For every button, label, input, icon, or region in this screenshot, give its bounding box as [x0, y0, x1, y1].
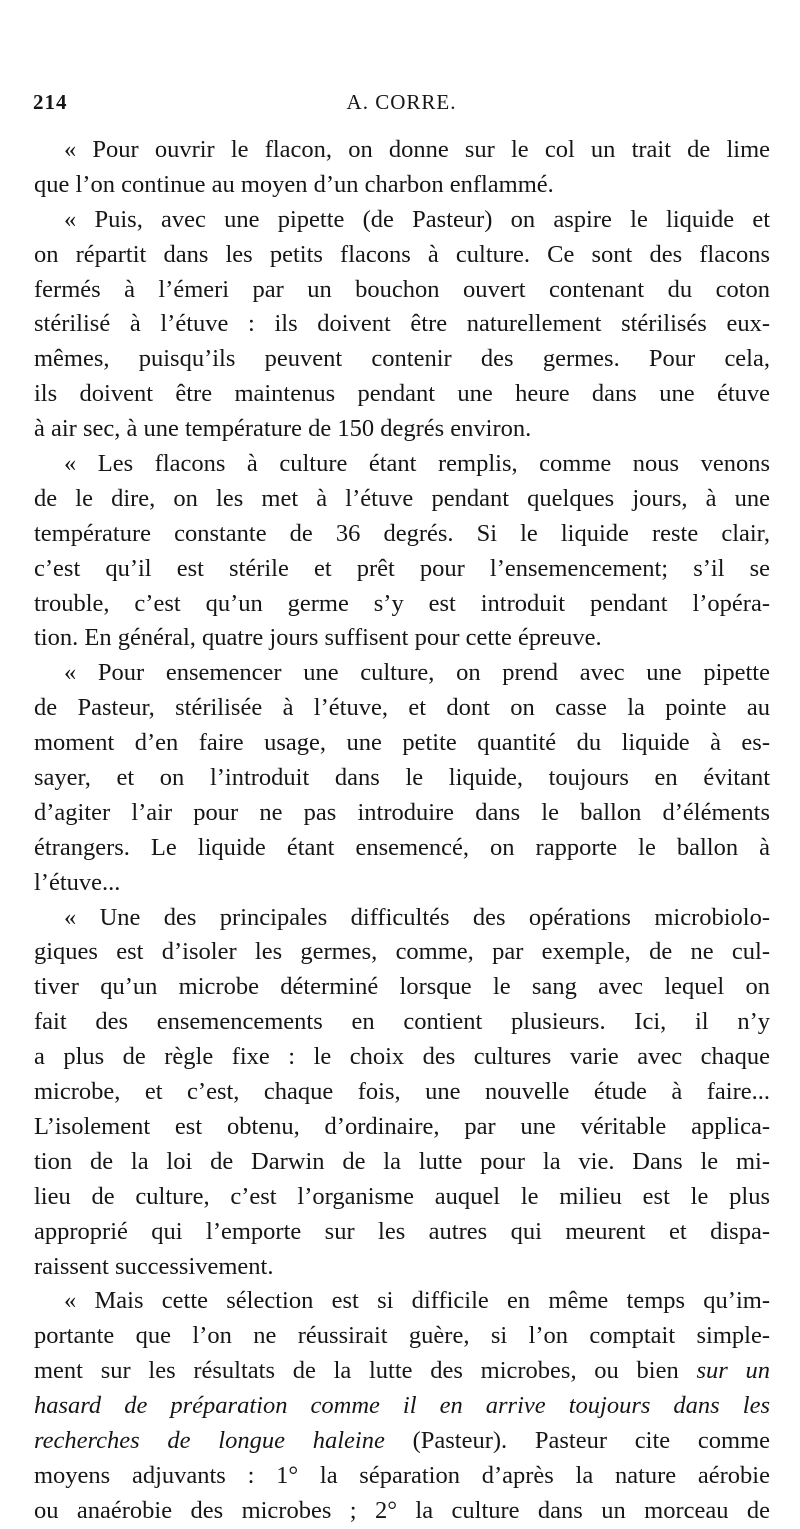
- line-text: tion. En général, quatre jours suffisent pour cette épreuve.: [34, 624, 602, 652]
- text-line: [34, 1145, 770, 1180]
- line-text: « Une des principales difficultés des opérations microbiolo-: [64, 903, 770, 931]
- line-text: moyens adjuvants : 1° la séparation d’après la nature aérobie: [34, 1461, 770, 1489]
- line-text: fait des ensemencements en contient plusieurs. Ici, il n’y: [34, 1008, 770, 1036]
- text-line: [34, 970, 770, 1005]
- text-line: [34, 307, 770, 342]
- line-text: d’agiter l’air pour ne pas introduire dans le ballon d’éléments: [34, 798, 770, 826]
- line-text: de le dire, on les met à l’étuve pendant quelques jours, à une: [34, 484, 770, 512]
- text-line: [34, 691, 770, 726]
- line-text: « Puis, avec une pipette (de Pasteur) on aspire le liquide et: [64, 205, 770, 233]
- line-text: sayer, et on l’introduit dans le liquide, toujours en évitant: [34, 764, 770, 792]
- body-text: [34, 133, 770, 1529]
- text-line: [34, 552, 770, 587]
- text-line: [34, 1389, 770, 1424]
- text-line: [34, 1284, 770, 1319]
- text-line: [34, 796, 770, 831]
- page-header: [33, 90, 770, 120]
- line-text: ment sur les résultats de la lutte des microbes, ou bien: [34, 1357, 697, 1385]
- line-text: « Pour ouvrir le flacon, on donne sur le col un trait de lime: [64, 136, 770, 163]
- line-text: fermés à l’émeri par un bouchon ouvert contenant du coton: [34, 275, 770, 303]
- line-text: de Pasteur, stérilisée à l’étuve, et dont on casse la pointe au: [34, 694, 770, 722]
- text-line: [34, 273, 770, 308]
- line-text: tiver qu’un microbe déterminé lorsque le sang avec lequel on: [34, 973, 770, 1001]
- line-text: portante que l’on ne réussirait guère, si l’on comptait simple-: [34, 1322, 770, 1350]
- line-text: giques est d’isoler les germes, comme, par exemple, de ne cul-: [34, 938, 770, 966]
- line-text: étrangers. Le liquide étant ensemencé, on rapporte le ballon à: [34, 833, 770, 861]
- text-line: [34, 726, 770, 761]
- line-text: approprié qui l’emporte sur les autres qui meurent et dispa-: [34, 1217, 770, 1245]
- text-line: [34, 1354, 770, 1389]
- line-text: stérilisé à l’étuve : ils doivent être naturellement stérilisés eux-: [34, 310, 770, 338]
- text-line: [34, 831, 770, 866]
- line-text: à air sec, à une température de 150 degrés environ.: [34, 415, 532, 443]
- italic-text: recherches de longue haleine: [34, 1426, 385, 1454]
- line-text: ou anaérobie des microbes ; 2° la culture dans un morceau de: [34, 1496, 770, 1524]
- line-text: on répartit dans les petits flacons à culture. Ce sont des flacons: [34, 240, 770, 268]
- text-line: [34, 168, 770, 203]
- page-number: 214: [33, 90, 68, 114]
- text-line: [34, 1075, 770, 1110]
- line-text: « Les flacons à culture étant remplis, comme nous venons: [64, 450, 770, 478]
- text-line: [34, 203, 770, 238]
- text-line: [34, 238, 770, 273]
- line-text: lieu de culture, c’est l’organisme auquel le milieu est le plus: [34, 1182, 770, 1210]
- line-text: (Pasteur). Pasteur cite comme: [384, 1426, 770, 1454]
- text-line: [34, 517, 770, 552]
- text-line: [34, 1250, 770, 1285]
- running-head: A. CORRE.: [346, 90, 457, 114]
- text-line: [34, 1040, 770, 1075]
- text-line: [34, 1005, 770, 1040]
- text-line: [34, 587, 770, 622]
- text-line: [34, 133, 770, 168]
- text-line: [34, 621, 770, 656]
- text-line: [34, 412, 770, 447]
- line-text: microbe, et c’est, chaque fois, une nouvelle étude à faire...: [34, 1078, 770, 1106]
- line-text: L’isolement est obtenu, d’ordinaire, par une véritable applica-: [34, 1112, 770, 1140]
- text-line: [34, 1494, 770, 1529]
- line-text: raissent successivement.: [34, 1252, 274, 1280]
- line-text: ils doivent être maintenus pendant une heure dans une étuve: [34, 380, 770, 408]
- text-line: [34, 1319, 770, 1354]
- text-line: [34, 1459, 770, 1494]
- text-line: [34, 1180, 770, 1215]
- italic-text: hasard de préparation comme il en arrive toujours dans les: [34, 1392, 770, 1420]
- line-text: trouble, c’est qu’un germe s’y est introduit pendant l’opéra-: [34, 589, 770, 617]
- line-text: moment d’en faire usage, une petite quantité du liquide à es-: [34, 729, 770, 757]
- line-text: l’étuve...: [34, 868, 121, 896]
- text-line: [34, 377, 770, 412]
- line-text: mêmes, puisqu’ils peuvent contenir des germes. Pour cela,: [34, 345, 770, 373]
- line-text: c’est qu’il est stérile et prêt pour l’ensemencement; s’il se: [34, 554, 770, 582]
- italic-text: sur un: [696, 1357, 770, 1385]
- text-line: [34, 901, 770, 936]
- line-text: « Pour ensemencer une culture, on prend avec une pipette: [64, 659, 770, 687]
- text-line: [34, 447, 770, 482]
- line-text: température constante de 36 degrés. Si le liquide reste clair,: [34, 519, 770, 547]
- text-line: [34, 482, 770, 517]
- line-text: tion de la loi de Darwin de la lutte pour la vie. Dans le mi-: [34, 1147, 770, 1175]
- text-line: [34, 1424, 770, 1459]
- text-line: [34, 761, 770, 796]
- text-line: [34, 866, 770, 901]
- text-line: [34, 935, 770, 970]
- text-line: [34, 656, 770, 691]
- line-text: que l’on continue au moyen d’un charbon enflammé.: [34, 170, 554, 198]
- line-text: a plus de règle fixe : le choix des cultures varie avec chaque: [34, 1043, 770, 1071]
- line-text: « Mais cette sélection est si difficile en même temps qu’im-: [64, 1287, 770, 1315]
- text-line: [34, 1110, 770, 1145]
- text-line: [34, 342, 770, 377]
- text-line: [34, 1215, 770, 1250]
